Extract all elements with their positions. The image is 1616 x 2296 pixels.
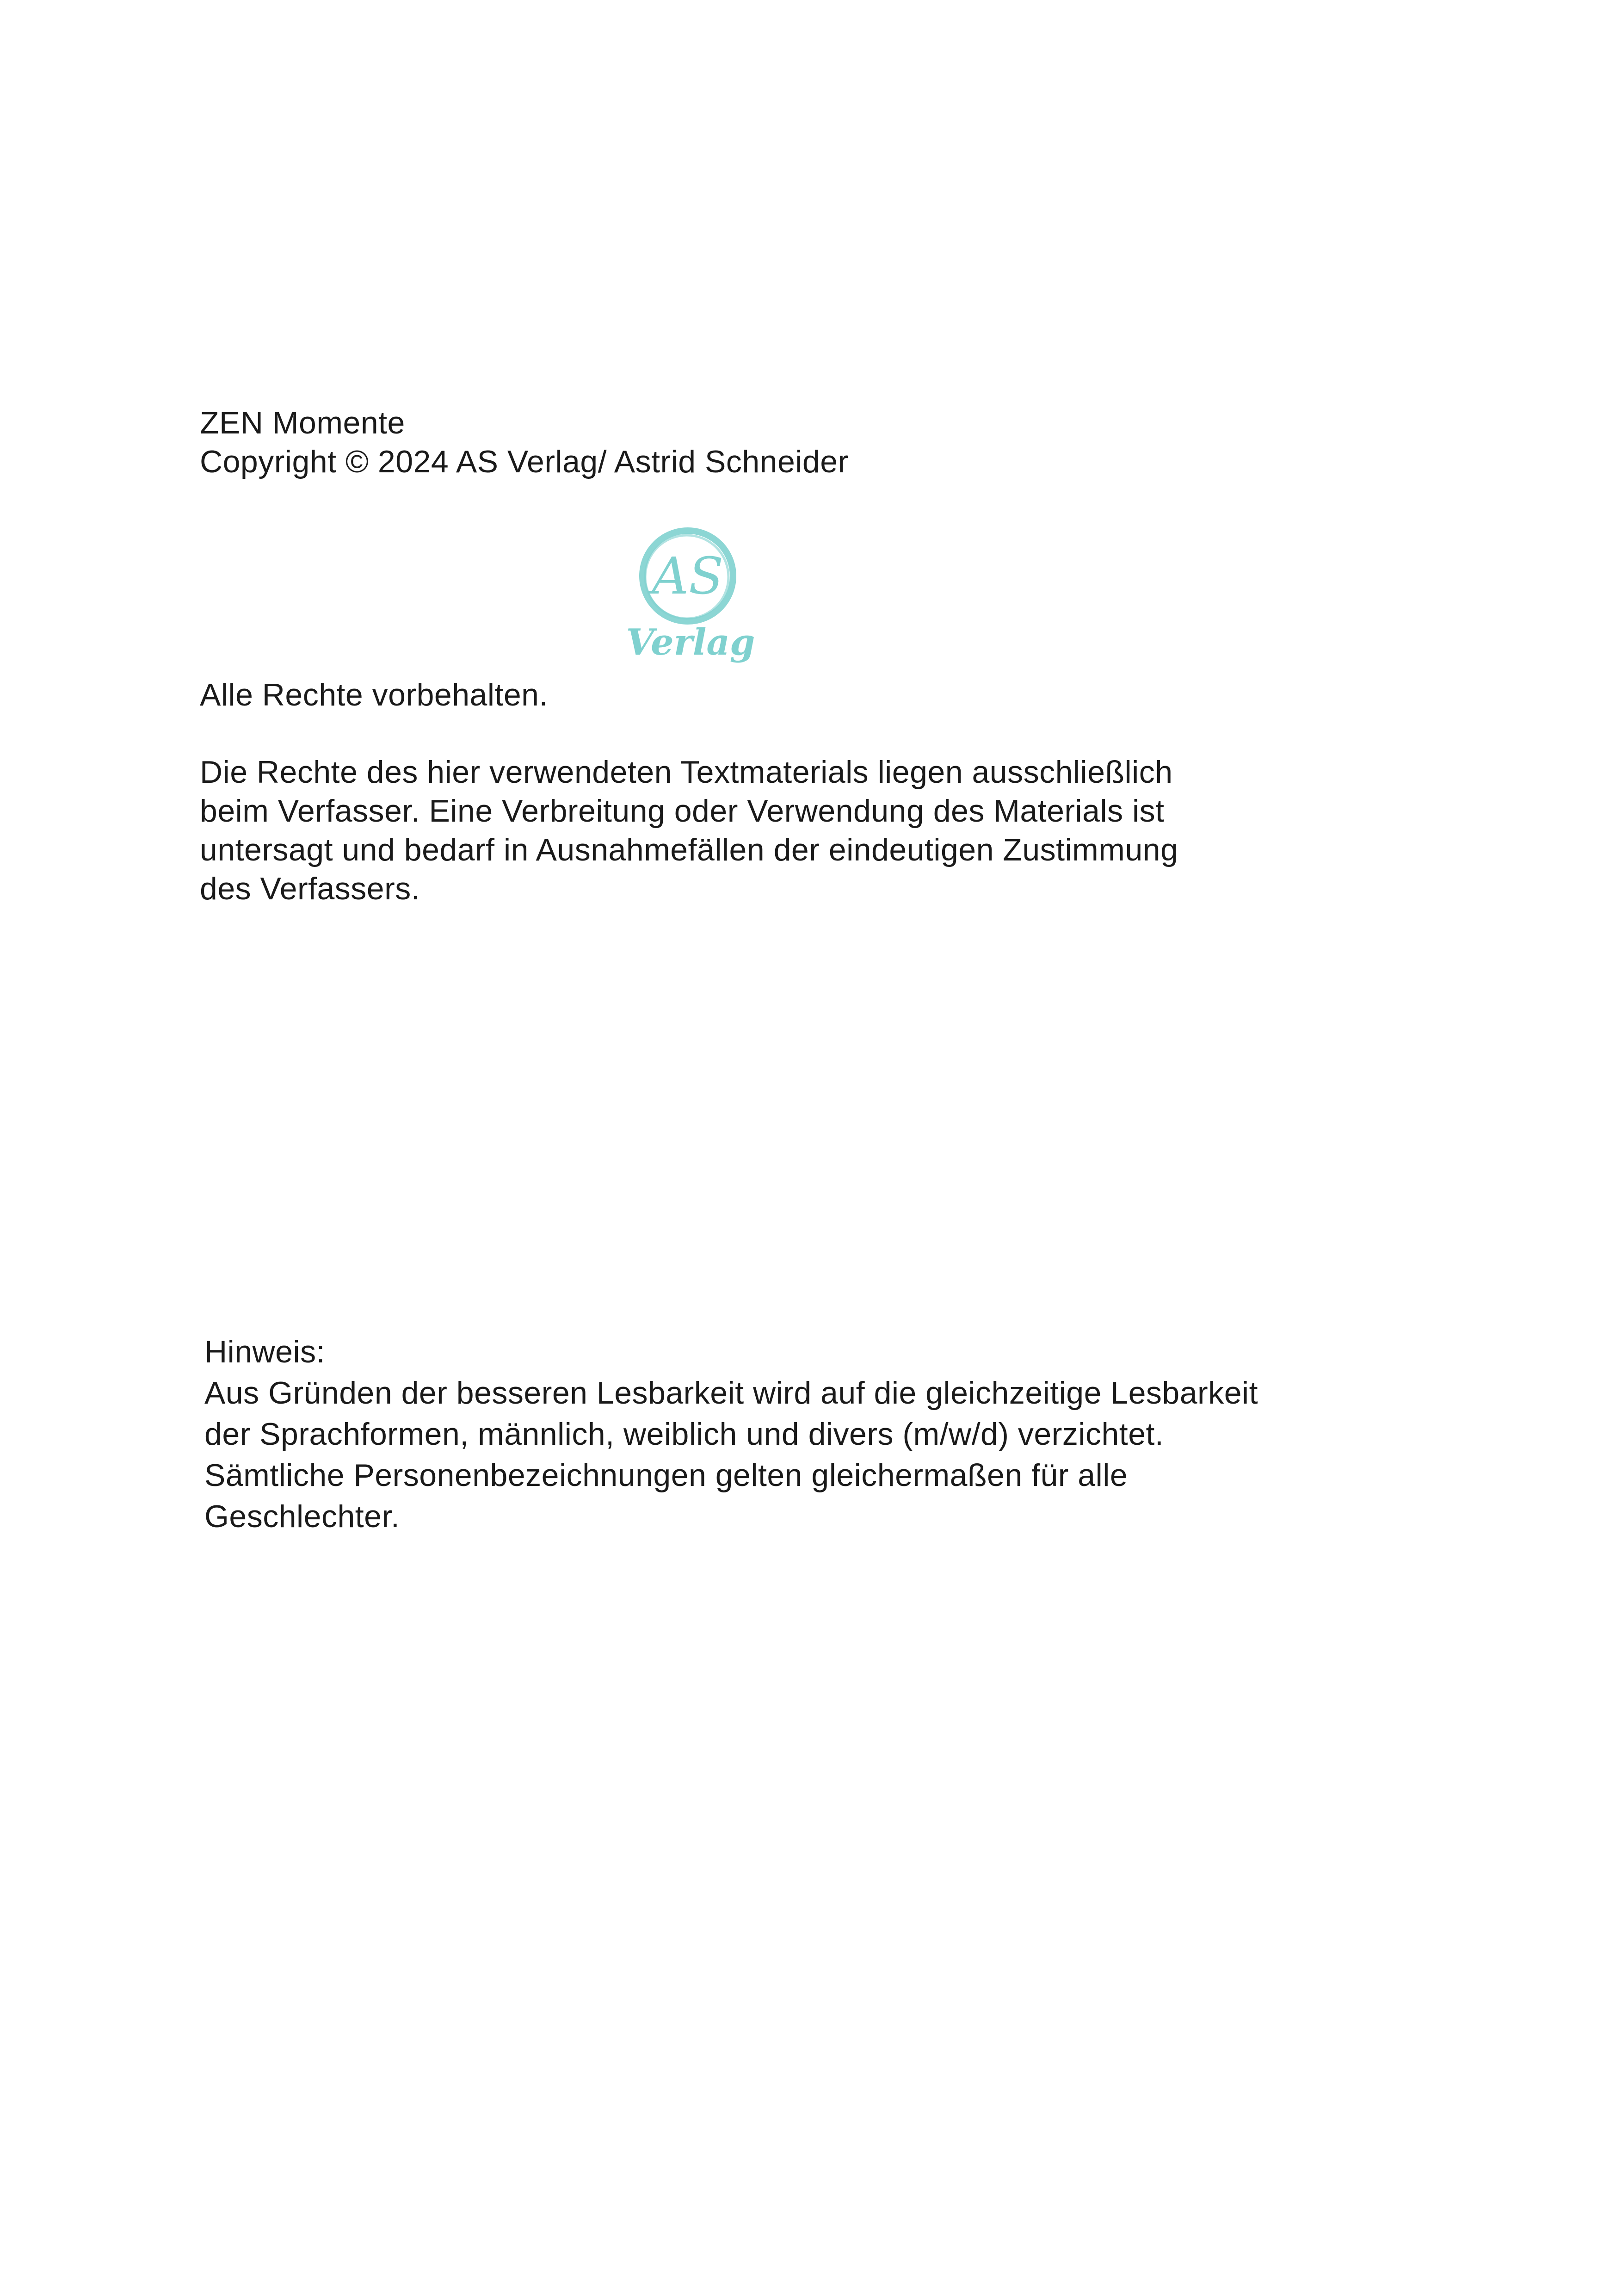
rights-paragraph-line: untersagt und bedarf in Ausnahmefällen der eindeutigen Zustimmung [200,832,1178,867]
svg-text:AS: AS [652,546,724,606]
copyright-line: Copyright © 2024 AS Verlag/ Astrid Schneider [200,444,849,479]
rights-paragraph-line: beim Verfasser. Eine Verbreitung oder Verwendung des Materials ist [200,793,1165,829]
rights-paragraph-line: des Verfassers. [200,871,420,906]
notice-heading: Hinweis: [204,1334,325,1369]
rights-paragraph-line: Die Rechte des hier verwendeten Textmaterials liegen ausschließlich [200,755,1173,790]
as-verlag-logo [626,525,755,668]
book-title: ZEN Momente [200,405,405,440]
notice-line: der Sprachformen, männlich, weiblich und divers (m/w/d) verzichtet. [204,1417,1164,1452]
svg-text:Verlag: Verlag [626,621,755,663]
notice-block [204,1331,1258,1537]
notice-line: Sämtliche Personenbezeichnungen gelten gleichermaßen für alle [204,1458,1128,1493]
notice-line: Geschlechter. [204,1499,400,1534]
notice-line: Aus Gründen der besseren Lesbarkeit wird auf die gleichzeitige Lesbarkeit [204,1375,1258,1411]
rights-paragraph [200,753,1178,908]
rights-reserved: Alle Rechte vorbehalten. [200,677,548,712]
